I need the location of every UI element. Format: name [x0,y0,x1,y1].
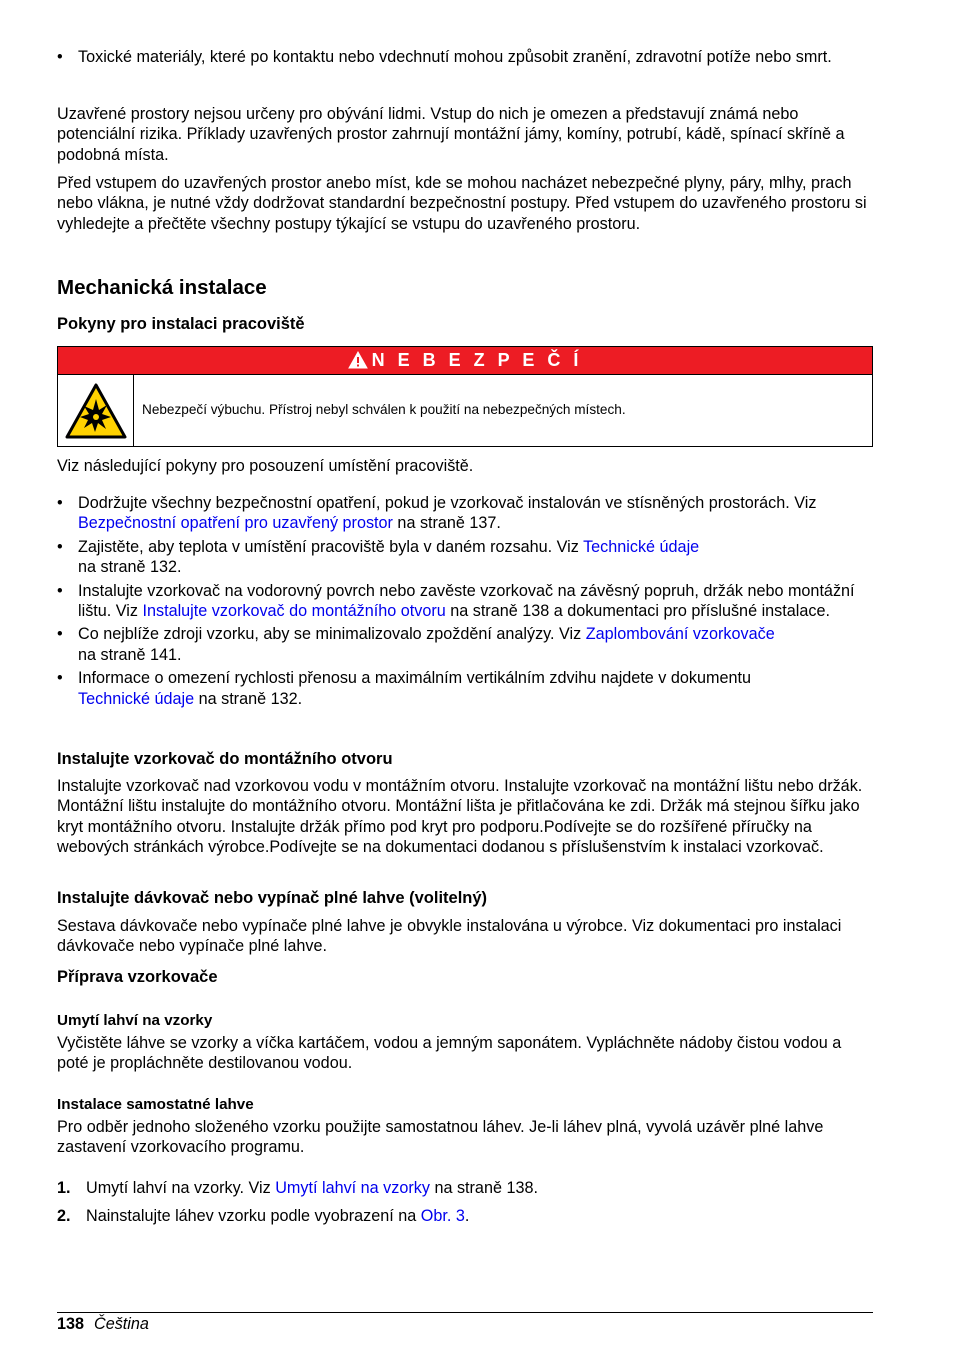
danger-box [57,346,873,447]
list-item: • Dodržujte všechny bezpečnostní opatření, pokud je vzorkovač instalován ve stísněných prostorách. Viz Bezpečnostní opatření pro uzavřený prostor na straně 137. [57,493,873,534]
danger-label: N E B E Z P E Č Í [371,350,583,370]
link-specifications[interactable]: Technické údaje [583,537,700,556]
site-bullet-list [57,493,873,712]
link-confined-space-precautions[interactable]: Bezpečnostní opatření pro uzavřený prostor [78,514,393,533]
wash-text: Vyčistěte láhve se vzorky a víčka kartáčem, vodou a jemným saponátem. Vypláchněte nádoby čistou vodou a poté je propláchněte destilovanou vodou. [57,1034,842,1073]
heading-site-guidelines: Pokyny pro instalaci pracoviště [57,315,305,333]
danger-text: Nebezpečí výbuchu. Přístroj nebyl schválen k použití na nebezpečných místech. [142,402,626,418]
single-bottle-text: Pro odběr jednoho složeného vzorku použijte samostatnou láhev. Je-li láhev plná, vyvolá uzávěr plné lahve zastavení vzorkovacího programu. [57,1118,824,1157]
top-bullet-list [57,47,873,70]
page-footer [57,1312,873,1334]
link-wash-bottles[interactable]: Umytí lahví na vzorky [275,1179,430,1197]
explosion-warning-icon [65,383,127,439]
heading-single-bottle: Instalace samostatné lahve [57,1096,254,1113]
heading-prepare-sampler: Příprava vzorkovače [57,968,218,986]
link-figure-3[interactable]: Obr. 3 [420,1207,465,1226]
heading-install-distributor: Instalujte dávkovač nebo vypínač plné lahve (volitelný) [57,889,488,907]
step-item: 2. Nainstalujte láhev vzorku podle vyobrazení na Obr. 3. [57,1207,470,1226]
danger-header [58,347,872,375]
heading-mechanical-installation: Mechanická instalace [57,276,267,299]
page-number: 138 [57,1315,85,1333]
footer-language: Čeština [94,1315,149,1333]
heading-install-manhole: Instalujte vzorkovač do montážního otvoru [57,750,393,768]
steps-list [57,1178,873,1227]
list-item: • Co nejblíže zdroji vzorku, aby se minimalizovalo zpoždění analýzy. Viz Zaplombování vzorkovače na straně 141. [57,624,873,665]
list-item: • Informace o omezení rychlosti přenosu a maximálním vertikálním zdvihu najdete v dokumentu Technické údaje na straně 132. [57,668,873,709]
list-item: • Zajistěte, aby teplota v umístění pracoviště byla v daném rozsahu. Viz Technické údaje na straně 132. [57,537,873,578]
site-intro: Viz následující pokyny pro posouzení umístění pracoviště. [57,457,474,475]
link-specifications-2[interactable]: Technické údaje [78,689,195,708]
manhole-text: Instalujte vzorkovač nad vzorkovou vodu v montážním otvoru. Instalujte vzorkovač na montážní lištu nebo držák. Montážní lištu instalujte do montážního otvoru. Montážní lišta je přitlačována ke zdi. Držák má stejnou šířku jako kryt montážního otvoru. Instalujte držák přímo pod kryt pro podporu.Podívejte se do rozšířené příručky na webových stránkách výrobce.Podívejte se na dokumentaci dodanou s příslušenstvím k instalaci vzorkovač. [57,777,863,857]
link-install-in-manhole[interactable]: Instalujte vzorkovač do montážního otvoru [142,602,446,621]
paragraph-confined-spaces: Uzavřené prostory nejsou určeny pro obývání lidmi. Vstup do nich je omezen a představují známá nebo potenciální rizika. Příklady uzavřených prostor zahrnují montážní jámy, komíny, potrubí, kádě, spínací skříně a podobná místa. [57,105,845,164]
link-plumb-sampler[interactable]: Zaplombování vzorkovače [585,625,775,644]
step-item: 1. Umytí lahví na vzorky. Viz Umytí lahví na vzorky na straně 138. [57,1179,538,1197]
distributor-text: Sestava dávkovače nebo vypínače plné lahve je obvykle instalována u výrobce. Viz dokumentaci pro instalaci dávkovače nebo vypínače plné lahve. [57,917,842,956]
list-item: • Instalujte vzorkovač na vodorovný povrch nebo zavěste vzorkovač na závěsný popruh, držák nebo montážní lištu. Viz Instalujte vzorkovač do montážního otvoru na straně 138 a dokumentaci pro příslušné instalace. [57,581,873,622]
danger-icon-cell [58,375,134,446]
paragraph-entry-procedures: Před vstupem do uzavřených prostor anebo míst, kde se mohou nacházet nebezpečné plyny, páry, mlhy, prach nebo vlákna, je nutné vždy dodržovat standardní bezpečnostní postupy. Před vstupem do uzavřeného prostoru si vyhledejte a přečtěte všechny postupy týkající se vstupu do uzavřeného prostoru. [57,174,867,233]
list-item: • Toxické materiály, které po kontaktu nebo vdechnutí mohou způsobit zranění, zdravotní potíže nebo smrt. [57,47,873,67]
warning-triangle-icon [348,351,368,369]
danger-body [58,375,872,446]
heading-wash-bottles: Umytí lahví na vzorky [57,1012,213,1029]
